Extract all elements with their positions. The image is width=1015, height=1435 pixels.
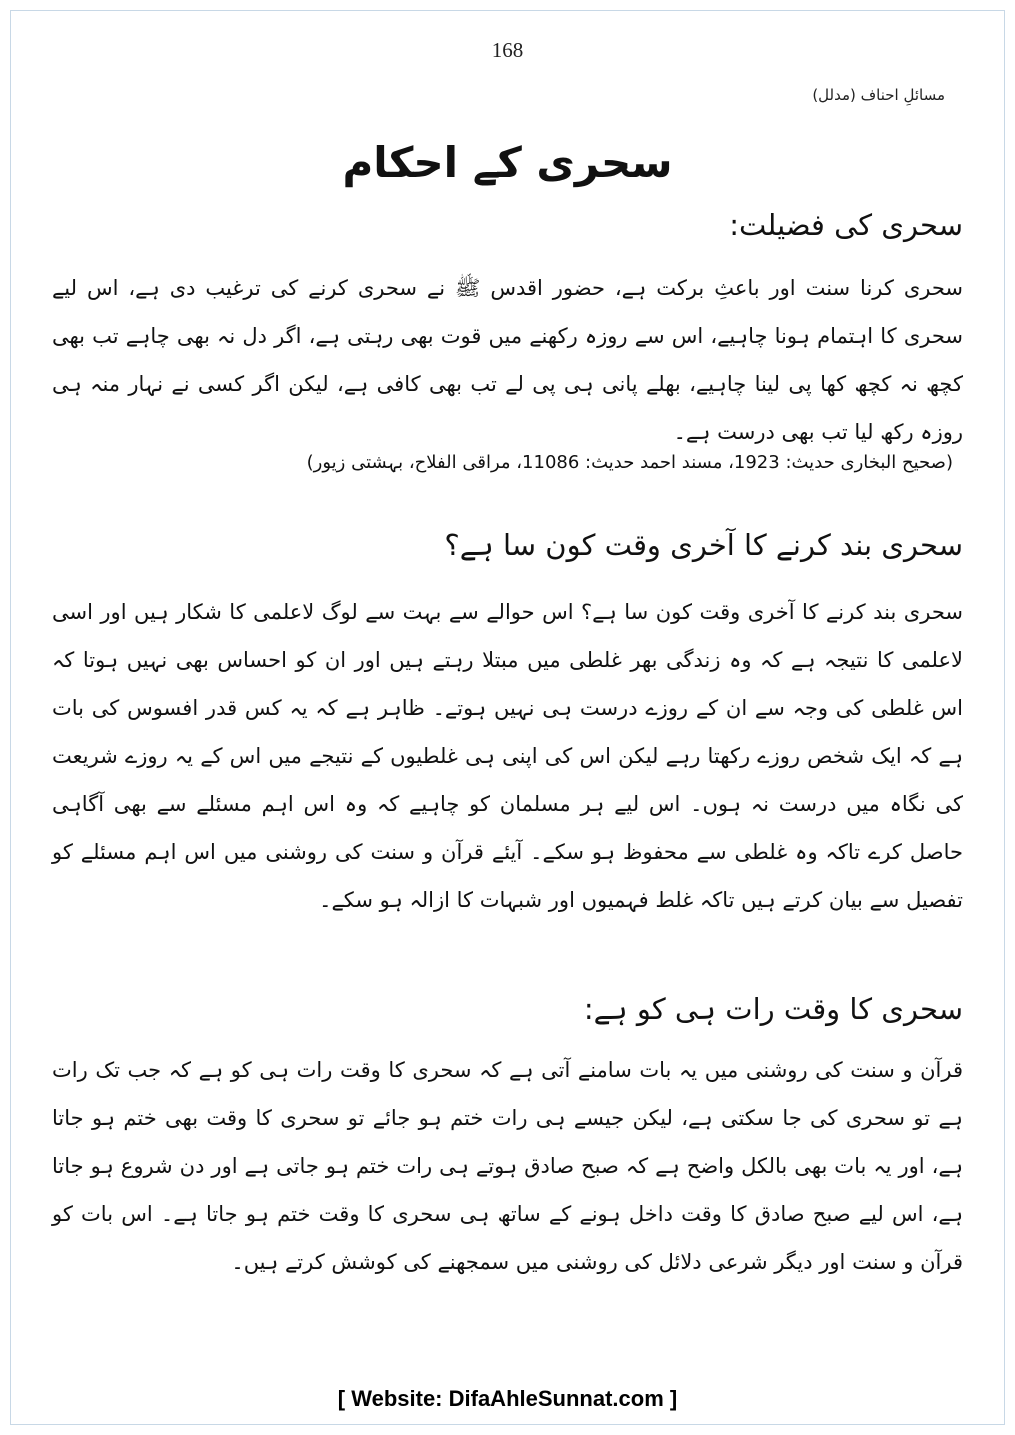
section-paragraph-night: قرآن و سنت کی روشنی میں یہ بات سامنے آتی ہے کہ سحری کا وقت رات ہی کو ہے کہ جب تک رات ہے تو سحری کی جا سکتی ہے، لیکن جیسے ہی رات ختم ہو جائے تو سحری کا وقت بھی ختم ہو جاتا ہے، اور یہ بات بھی بالکل واضح ہے کہ صبح صادق ہوتے ہی رات ختم ہو جاتی ہے اور دن شروع ہو جاتا ہے، اس لیے صبح صادق کا وقت داخل ہونے کے ساتھ ہی سحری کا وقت ختم ہو جاتا ہے۔ اس بات کو قرآن و سنت اور دیگر شرعی دلائل کی روشنی میں سمجھنے کی کوشش کرتے ہیں۔: [52, 1058, 963, 1274]
page-title: سحری کے احکام: [342, 138, 673, 187]
section-heading-last-time: سحری بند کرنے کا آخری وقت کون سا ہے؟: [444, 528, 963, 562]
section-paragraph-last-time: سحری بند کرنے کا آخری وقت کون سا ہے؟ اس حوالے سے بہت سے لوگ لاعلمی کا شکار ہیں اور اسی لاعلمی کا نتیجہ ہے کہ وہ زندگی بھر غلطی میں مبتلا رہتے ہیں اور ان کو احساس بھی نہیں ہوتا کہ اس غلطی کی وجہ سے ان کے روزے درست ہی نہیں ہوتے۔ ظاہر ہے کہ یہ کس قدر افسوس کی بات ہے کہ ایک شخص روزے رکھتا رہے لیکن اس کی اپنی ہی غلطیوں کے نتیجے میں اس کے یہ روزے شریعت کی نگاہ میں درست نہ ہوں۔ اس لیے ہر مسلمان کو چاہیے کہ وہ اس اہم مسئلے سے بھی آگاہی حاصل کرے تاکہ وہ غلطی سے محفوظ ہو سکے۔ آیئے قرآن و سنت کی روشنی میں اس اہم مسئلے کو تفصیل سے بیان کرتے ہیں تاکہ غلط فہمیوں اور شبہات کا ازالہ ہو سکے۔: [52, 600, 963, 912]
citation: (صحیح البخاری حدیث: 1923، مسند احمد حدیث: 11086، مراقی الفلاح، بہشتی زیور): [306, 452, 953, 473]
section-heading-virtue: سحری کی فضیلت:: [729, 208, 963, 242]
website-footer: [ Website: DifaAhleSunnat.com ]: [337, 1386, 678, 1411]
page-number: 168: [491, 38, 524, 62]
section-paragraph-virtue: سحری کرنا سنت اور باعثِ برکت ہے، حضور اقدس ﷺ نے سحری کرنے کی ترغیب دی ہے، اس لیے سحری کا اہتمام ہونا چاہیے، اس سے روزہ رکھنے میں قوت بھی رہتی ہے، اگر دل نہ بھی چاہے تب بھی کچھ نہ کچھ کھا پی لینا چاہیے، بھلے پانی ہی پی لے تب بھی کافی ہے، لیکن اگر کسی نے نہار منہ ہی روزہ رکھ لیا تب بھی درست ہے۔: [52, 276, 963, 444]
section-heading-night: سحری کا وقت رات ہی کو ہے:: [583, 992, 963, 1026]
running-head: مسائلِ احناف (مدلل): [812, 86, 945, 104]
